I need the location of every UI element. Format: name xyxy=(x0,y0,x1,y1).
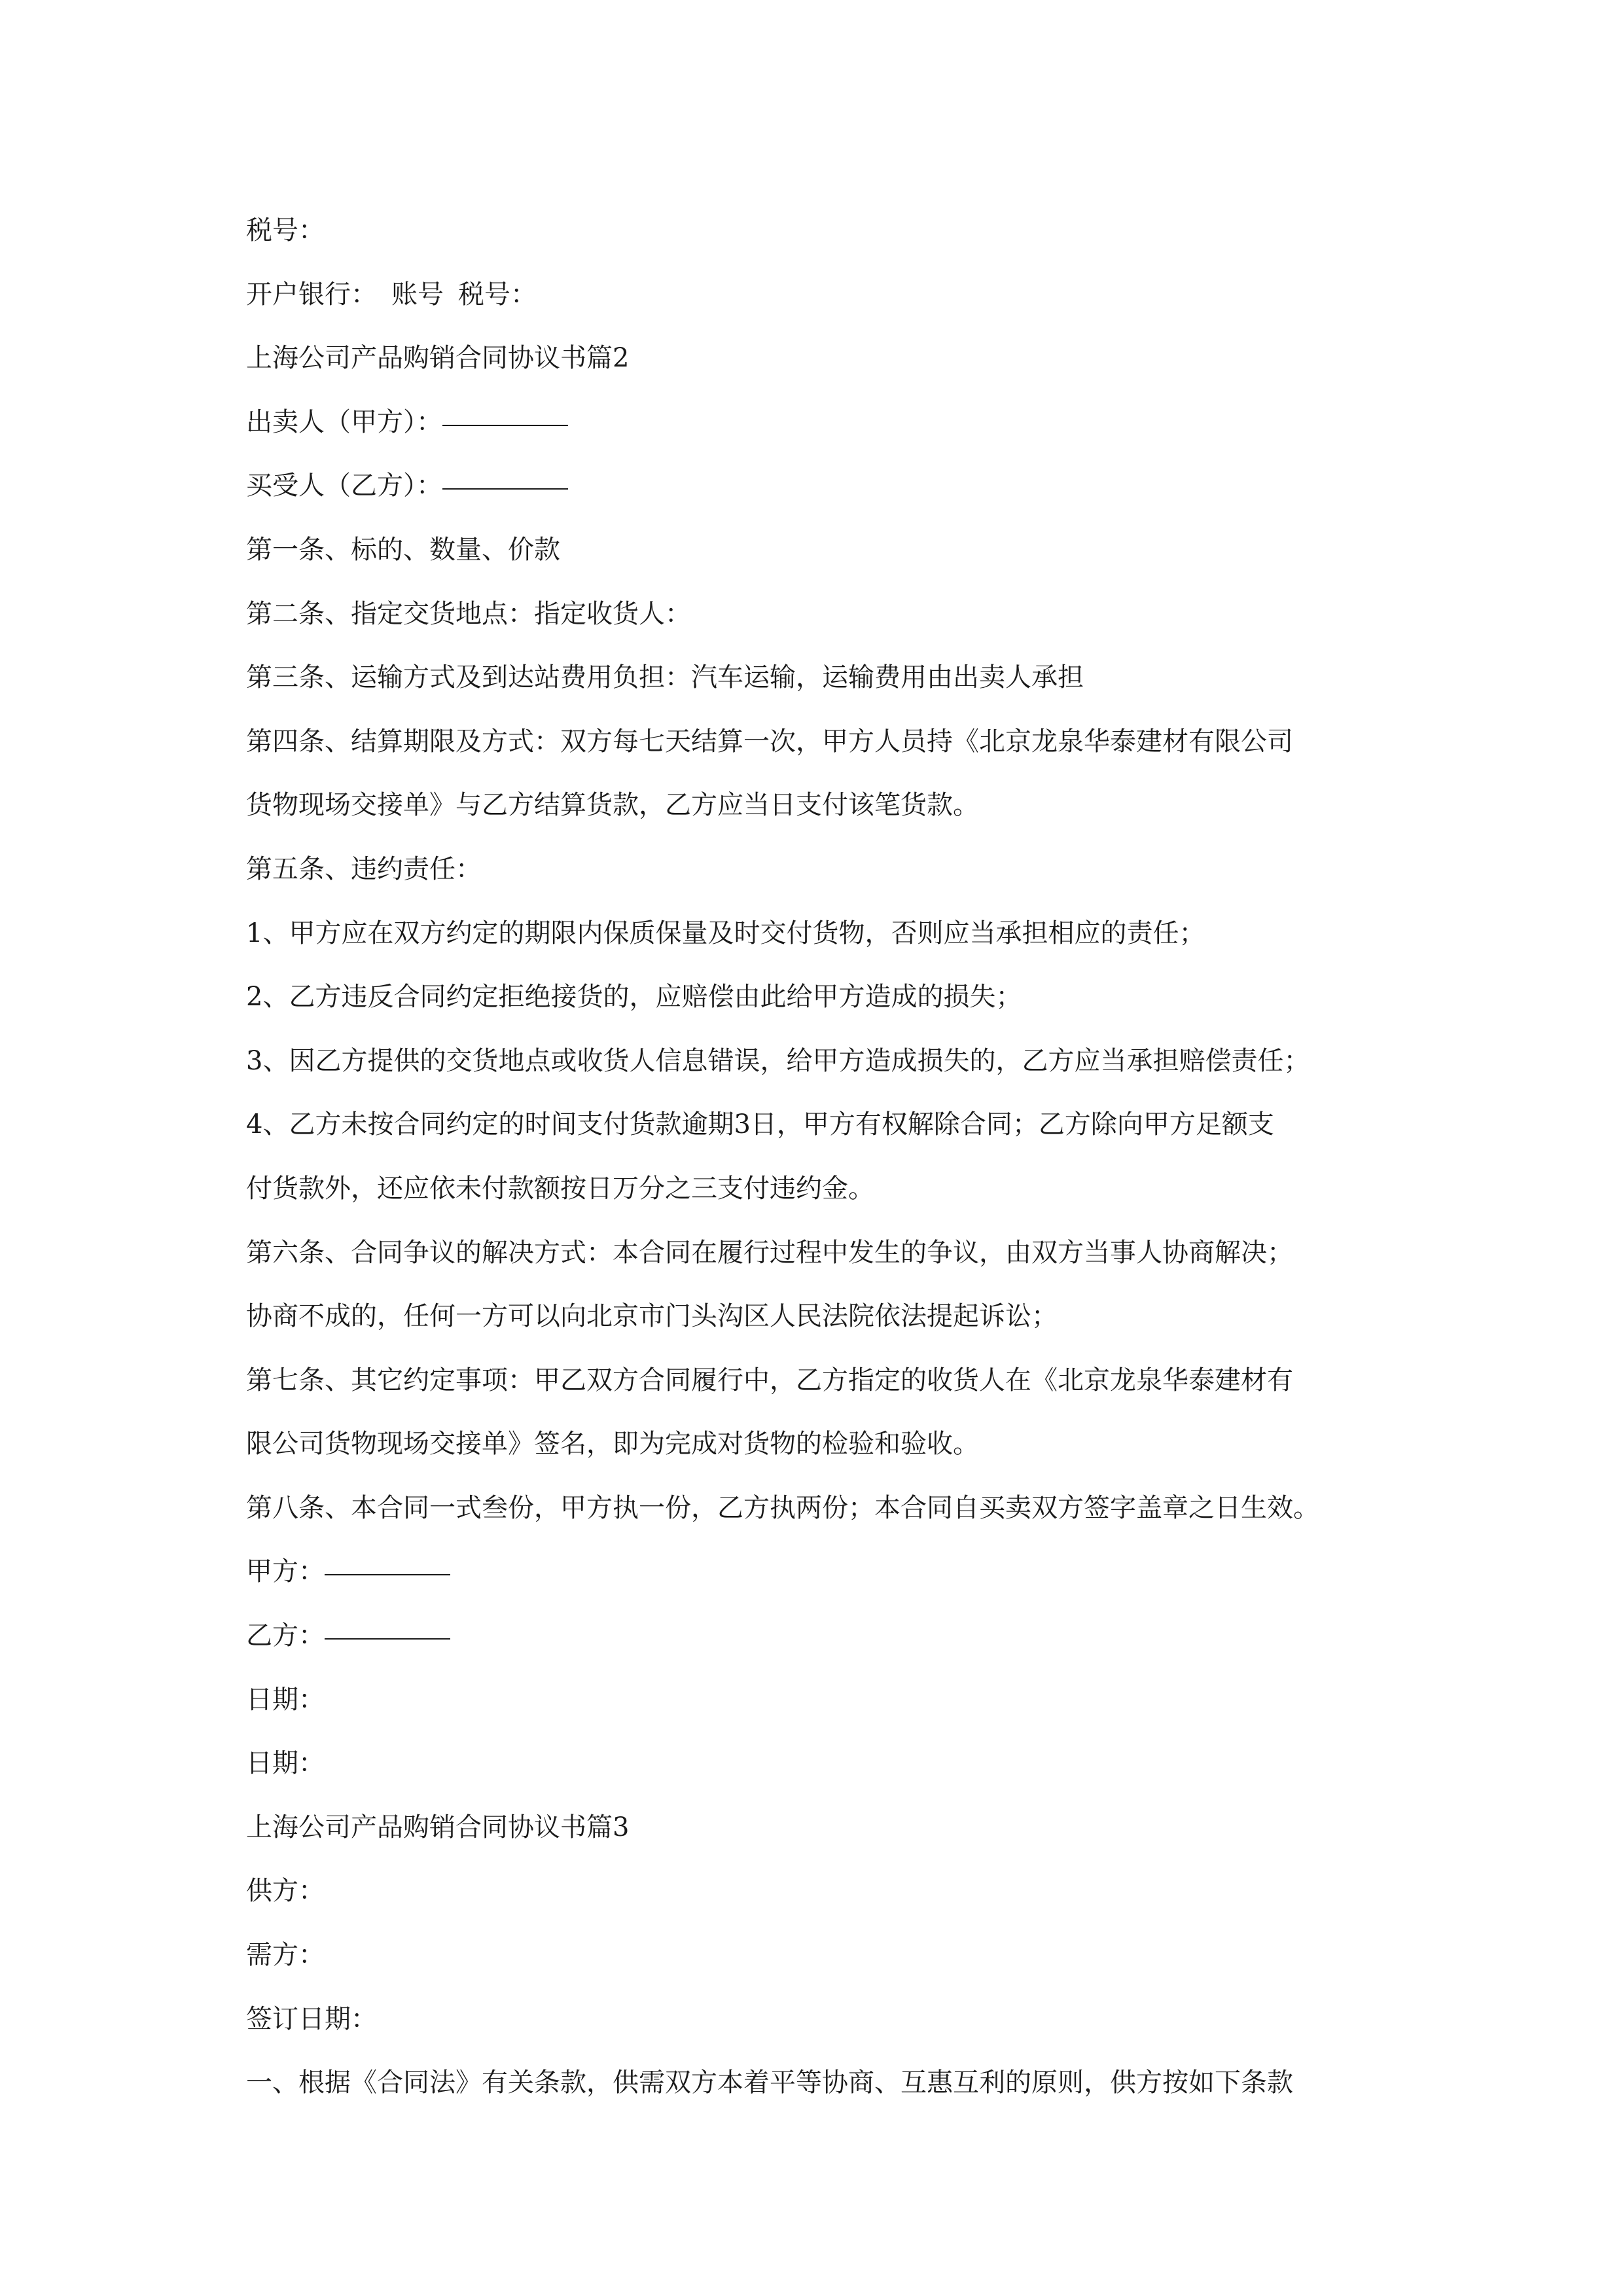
liability-item-3: 3、因乙方提供的交货地点或收货人信息错误，给甲方造成损失的，乙方应当承担赔偿责任； xyxy=(246,1045,1310,1076)
section-heading-2: 上海公司产品购销合同协议书篇2 xyxy=(246,343,630,374)
clause-2: 第二条、指定交货地点：指定收货人： xyxy=(246,598,691,629)
clause-4-line-2: 货物现场交接单》与乙方结算货款，乙方应当日支付该笔货款。 xyxy=(246,790,979,821)
article-1-intro: 一、根据《合同法》有关条款，供需双方本着平等协商、互惠互利的原则，供方按如下条款 xyxy=(246,2068,1293,2098)
bank-account-line xyxy=(246,263,1385,327)
liability-item-4-line-1: 4、乙方未按合同约定的时间支付货款逾期3日，甲方有权解除合同；乙方除向甲方足额支 xyxy=(246,1109,1274,1140)
party-b-signature-line xyxy=(246,1604,1385,1668)
contract-text xyxy=(246,199,1385,2115)
party-a-blank xyxy=(325,1540,450,1575)
buyer-blank xyxy=(442,454,568,490)
liability-item-1: 1、甲方应在双方约定的期限内保质保量及时交付货物，否则应当承担相应的责任； xyxy=(246,918,1205,948)
clause-6-line-1: 第六条、合同争议的解决方式：本合同在履行过程中发生的争议，由双方当事人协商解决； xyxy=(246,1237,1293,1268)
party-a-label: 甲方： xyxy=(246,1556,325,1587)
seller-line xyxy=(246,391,1385,455)
seller-blank xyxy=(442,391,568,426)
buyer-line xyxy=(246,454,1385,518)
buyer-demand-line: 需方： xyxy=(246,1940,325,1971)
clause-8: 第八条、本合同一式叁份，甲方执一份，乙方执两份；本合同自买卖双方签字盖章之日生效。 xyxy=(246,1492,1319,1523)
supplier-line: 供方： xyxy=(246,1876,325,1907)
buyer-label: 买受人（乙方）： xyxy=(246,471,442,501)
signing-date-line: 签订日期： xyxy=(246,2003,377,2034)
clause-6-line-2: 协商不成的，任何一方可以向北京市门头沟区人民法院依法提起诉讼； xyxy=(246,1301,1058,1332)
date-line-2: 日期： xyxy=(246,1748,325,1779)
tax-label: 税号： xyxy=(458,279,537,310)
account-label: 账号 xyxy=(391,279,444,310)
clause-3: 第三条、运输方式及到达站费用负担：汽车运输，运输费用由出卖人承担 xyxy=(246,662,1084,693)
tax-number-line xyxy=(246,199,1385,263)
section-heading-3: 上海公司产品购销合同协议书篇3 xyxy=(246,1812,630,1842)
party-a-signature-line xyxy=(246,1540,1385,1604)
liability-item-2: 2、乙方违反合同约定拒绝接货的，应赔偿由此给甲方造成的损失； xyxy=(246,982,1022,1013)
clause-1: 第一条、标的、数量、价款 xyxy=(246,534,560,565)
clause-4-line-1: 第四条、结算期限及方式：双方每七天结算一次，甲方人员持《北京龙泉华泰建材有限公司 xyxy=(246,726,1293,757)
party-b-label: 乙方： xyxy=(246,1621,325,1651)
clause-5: 第五条、违约责任： xyxy=(246,853,482,884)
seller-label: 出卖人（甲方）： xyxy=(246,406,442,437)
date-line-1: 日期： xyxy=(246,1684,325,1715)
tax-number-label: 税号： xyxy=(246,215,325,245)
liability-item-4-line-2: 付货款外，还应依未付款额按日万分之三支付违约金。 xyxy=(246,1173,874,1204)
bank-label: 开户银行： xyxy=(246,279,377,310)
party-b-blank xyxy=(325,1604,450,1640)
clause-7-line-2: 限公司货物现场交接单》签名，即为完成对货物的检验和验收。 xyxy=(246,1429,979,1460)
clause-7-line-1: 第七条、其它约定事项：甲乙双方合同履行中，乙方指定的收货人在《北京龙泉华泰建材有 xyxy=(246,1365,1293,1395)
